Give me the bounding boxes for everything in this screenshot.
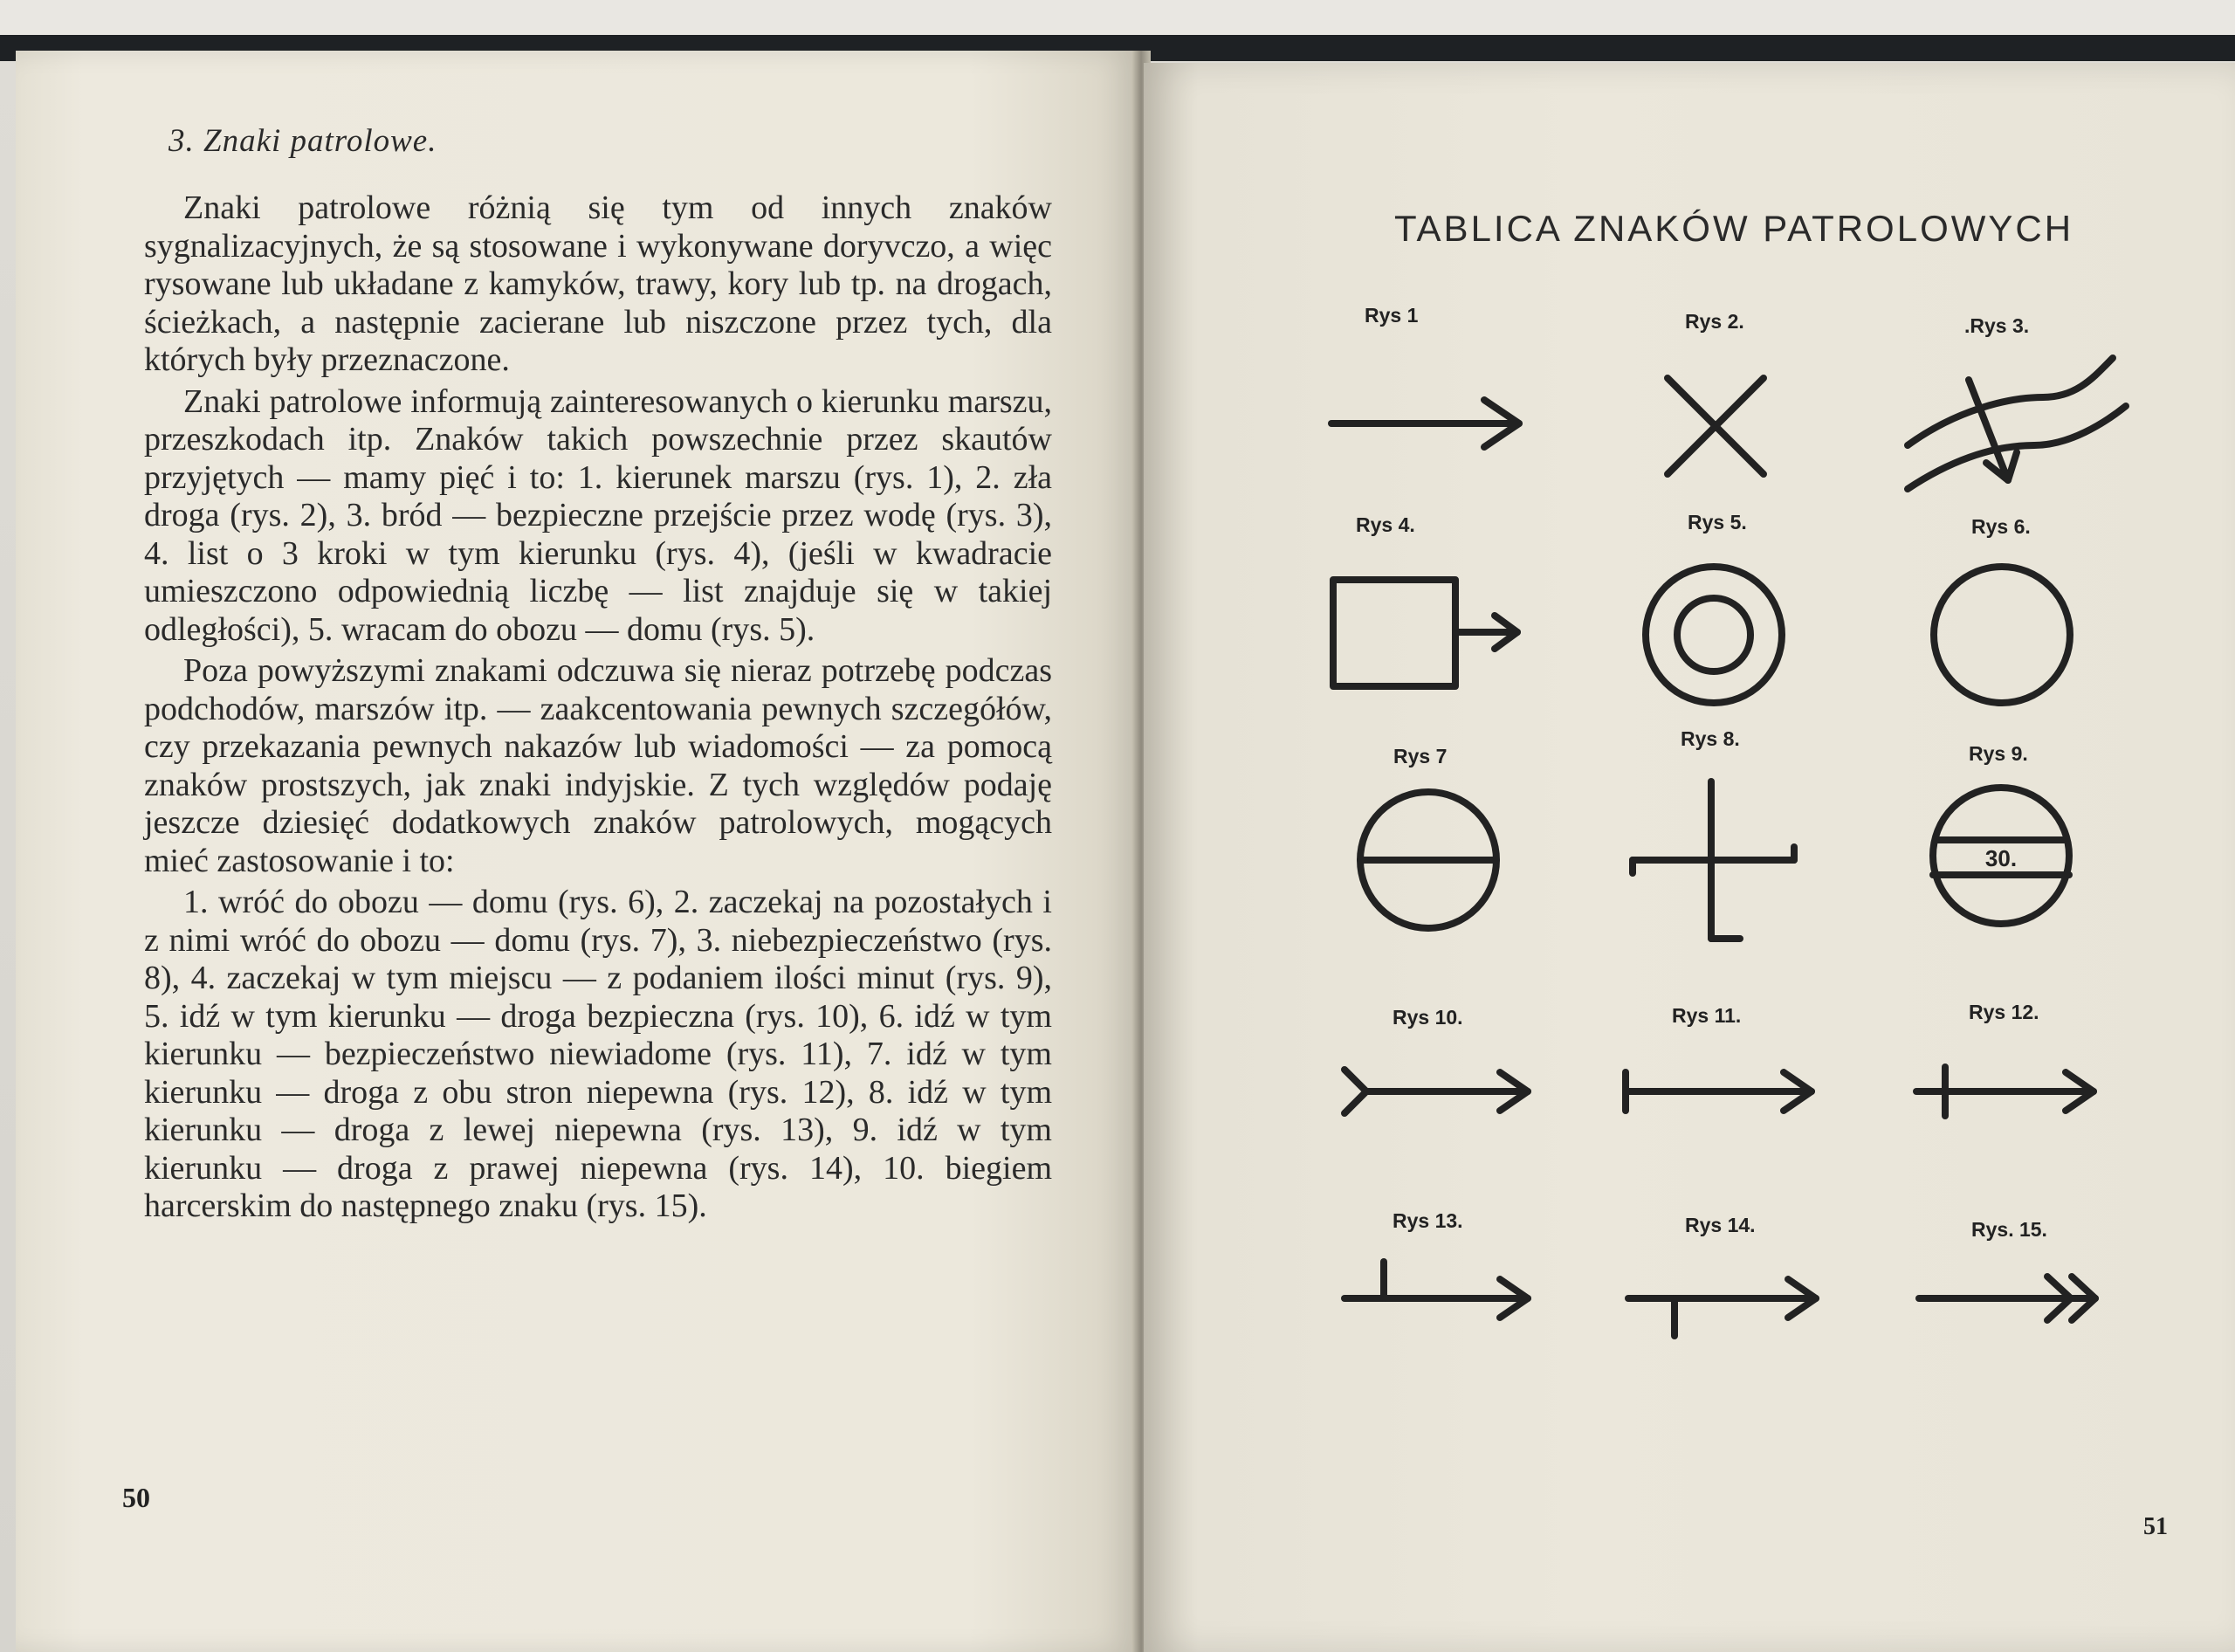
paragraph: Znaki patrolowe różnią się tym od innych znaków sygnalizacyjnych, że są stosowane i wykonywane doryvczo, a więc rysowane lub układane z kamyków, trawy, kory lub tp. na drogach, ścieżkach, a następnie zacierane lub niszczone przez tych, dla których były przeznaczone. <box>144 189 1052 378</box>
figure-label: Rys 10. <box>1393 1006 1463 1029</box>
figure-label: Rys 11. <box>1672 1004 1742 1027</box>
x-cross-icon <box>1668 378 1764 474</box>
danger-cross-icon <box>1633 781 1794 939</box>
double-arrow-icon <box>1919 1277 2095 1320</box>
figure-label: Rys 8. <box>1681 727 1740 750</box>
figure-label: Rys 14. <box>1685 1214 1756 1236</box>
page-number-right: 51 <box>2143 1513 2168 1540</box>
figure-label: Rys 4. <box>1356 513 1415 536</box>
figure-label: .Rys 3. <box>1964 314 2030 337</box>
square-with-arrow-icon <box>1333 580 1517 686</box>
figure-label: Rys 2. <box>1685 310 1744 333</box>
paragraph: Poza powyższymi znakami odczuwa się nieraz potrzebę podczas podchodów, marszów itp. — zaakcentowania pewnych szczegółów, czy przekazania pewnych nakazów lub wiadomości — za pomocą znaków prostszych, jak znaki indyjskie. Z tych względów podaję jeszcze dziesięć dodatkowych znaków patrolowych, mogących mieć zastosowanie i to: <box>144 652 1052 879</box>
figure-label: Rys 6. <box>1971 515 2031 538</box>
arrow-tick-up-icon <box>1344 1262 1528 1318</box>
arrow-bar-tail-icon <box>1626 1072 1812 1111</box>
circle-icon <box>1934 567 2070 703</box>
ford-wavy-lines-icon <box>1908 358 2126 489</box>
paragraph: 1. wróć do obozu — domu (rys. 6), 2. zaczekaj na pozostałych i z nimi wróć do obozu — domu (rys. 7), 3. niebezpieczeństwo (rys. 8), 4. zaczekaj w tym miejscu — z podaniem ilości minut (rys. 9), 5. idź w tym kierunku — droga bezpieczna (rys. 10), 6. idź w tym kierunku — bezpieczeństwo niewiadome (rys. 11), 7. idź w tym kierunku — droga z obu stron niepewna (rys. 12), 8. idź w tym kierunku — droga z lewej niepewna (rys. 13), 9. idź w tym kierunku — droga z prawej niepewna (rys. 14), 10. biegiem harcerskim do następnego znaku (rys. 15). <box>144 884 1052 1224</box>
arrow-crossbar-icon <box>1916 1067 2094 1116</box>
arrow-tick-down-icon <box>1628 1279 1816 1336</box>
rys9-number: 30. <box>1984 845 2018 871</box>
section-heading: 3. Znaki patrolowe. <box>168 123 437 159</box>
paragraph: Znaki patrolowe informują zainteresowanych o kierunku marszu, przeszkodach itp. Znaków takich powszechnie przez skautów przyjętych — mamy pięć i to: 1. kierunek marszu (rys. 1), 2. zła droga (rys. 2), 3. bród — bezpieczne przejście przez wodę (rys. 3), 4. list o 3 kroki w tym kierunku (rys. 4), (jeśli w kwadracie umieszczono odpowiednią liczbę — list znajduje się w takiej odległości), 5. wracam do obozu — domu (rys. 5). <box>144 382 1052 648</box>
figure-label: Rys 5. <box>1688 511 1747 533</box>
circle-with-bar-icon <box>1360 792 1496 928</box>
figure-label: Rys 1 <box>1365 304 1419 327</box>
figure-label: Rys 9. <box>1969 742 2028 765</box>
table-title: TABLICA ZNAKÓW PATROLOWYCH <box>1394 208 2074 249</box>
arrow-right-icon <box>1331 400 1519 447</box>
figure-label: Rys. 15. <box>1971 1218 2047 1241</box>
page-number-left: 50 <box>122 1482 150 1513</box>
arrow-forked-tail-icon <box>1344 1070 1528 1113</box>
figure-label: Rys 13. <box>1393 1209 1463 1232</box>
figure-label: Rys 7 <box>1393 745 1448 767</box>
circle-with-dot-icon <box>1646 567 1782 703</box>
figure-label: Rys 12. <box>1969 1001 2039 1023</box>
